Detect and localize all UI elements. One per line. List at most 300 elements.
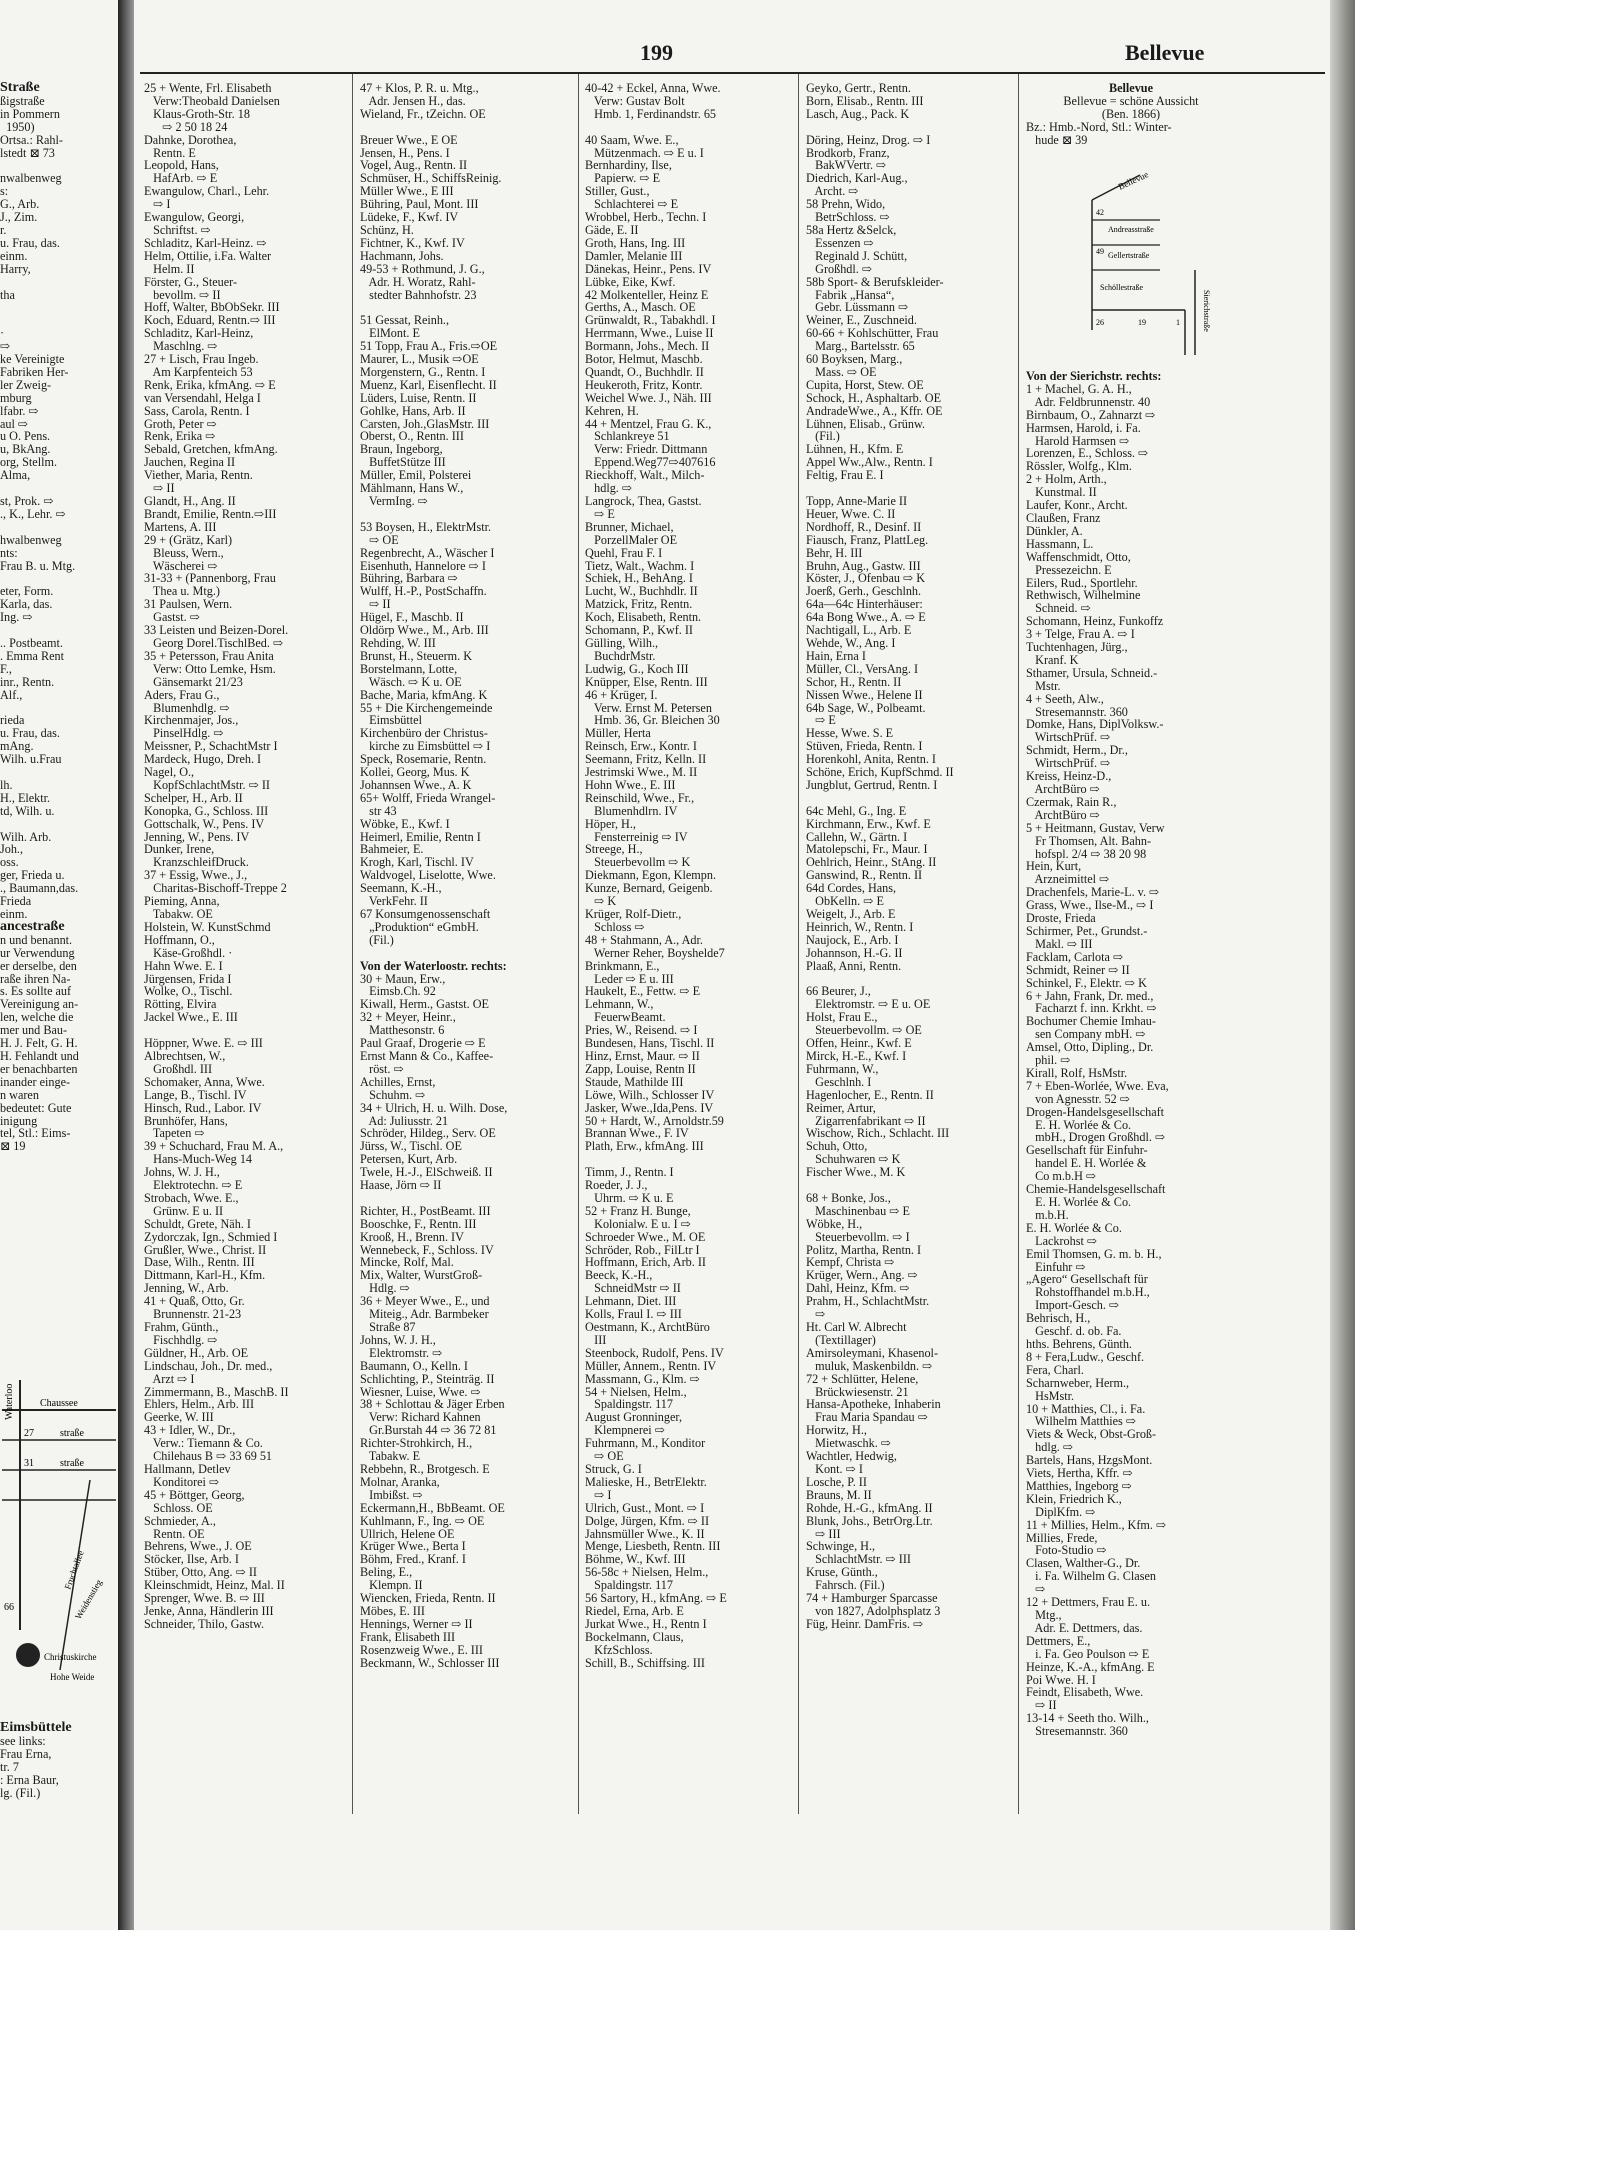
directory-line: Kont. ⇨ I [806, 1461, 863, 1476]
directory-line: : Erna Baur, [0, 1772, 59, 1787]
directory-line: Konopka, G., Schloss. III [144, 803, 269, 818]
directory-line: SchlachtMstr. ⇨ III [806, 1552, 911, 1567]
directory-line: 48 + Stahmann, A., Adr. [585, 932, 703, 947]
directory-line: Speck, Rosemarie, Rentn. [360, 752, 487, 767]
directory-line: . Emma Rent [0, 648, 64, 663]
directory-line: Bruhn, Aug., Gastw. III [806, 558, 921, 573]
directory-line: Groth, Hans, Ing. III [585, 235, 686, 250]
directory-line: 12 + Dettmers, Frau E. u. [1026, 1595, 1150, 1610]
directory-line: 64c Mehl, G., Ing. E [806, 803, 907, 818]
directory-line: Born, Elisab., Rentn. III [806, 93, 924, 108]
directory-line: Stöcker, Ilse, Arb. I [144, 1552, 239, 1567]
directory-line: Werner Reher, Boyshelde7 [585, 945, 725, 960]
directory-line: Brunst, H., Steuerm. K [360, 648, 473, 663]
directory-line: Schloss. OE [144, 1500, 213, 1515]
directory-line: Brauns, M. II [806, 1487, 872, 1502]
directory-line: Bache, Maria, kfmAng. K [360, 687, 488, 702]
directory-line: 33 Leisten und Beizen-Dorel. [144, 623, 289, 638]
directory-line: Hansa-Apotheke, Inhaberin [806, 1397, 941, 1412]
directory-line: 44 + Mentzel, Frau G. K., [585, 416, 712, 431]
directory-line: ke Vereinigte [0, 352, 65, 367]
directory-line: bevollm. ⇨ II [144, 287, 221, 302]
directory-line: Langrock, Thea, Gastst. [585, 494, 702, 508]
directory-line: VermIng. ⇨ [360, 494, 428, 508]
map-label-schoellestrasse: Schöllestraße [1100, 283, 1144, 292]
directory-line: Bormann, Johs., Mech. II [585, 339, 710, 354]
directory-line: 60 Boyksen, Marg., [806, 352, 903, 367]
directory-line: 31 Paulsen, Wern. [144, 597, 233, 612]
directory-line: Bundesen, Hans, Tischl. II [585, 1036, 715, 1051]
directory-line: Helm, Ottilie, i.Fa. Walter [144, 248, 272, 263]
directory-line: n waren [0, 1087, 39, 1102]
directory-line: Kunstmal. II [1026, 485, 1097, 500]
directory-line: Rieckhoff, Walt., Milch- [585, 468, 705, 483]
directory-line: BakWVertr. ⇨ [806, 158, 887, 173]
directory-line: Steuerbevollm. ⇨ I [806, 1229, 910, 1244]
directory-line: Schirmer, Pet., Grundst.- [1026, 923, 1148, 938]
directory-line: Muenz, Karl, Eisenflecht. II [360, 377, 497, 392]
directory-line: Elektromstr. ⇨ [360, 1345, 443, 1360]
directory-line: Wolke, O., Tischl. [144, 984, 233, 999]
directory-line: Emil Thomsen, G. m. b. H., [1026, 1246, 1162, 1261]
directory-line: Rehding, W. III [360, 635, 436, 650]
directory-line: 58a Hertz &Selck, [806, 222, 897, 237]
directory-line: ⇨ I [144, 197, 171, 212]
directory-line: SchneidMstr ⇨ II [585, 1281, 681, 1296]
directory-line: 11 + Millies, Helm., Kfm. ⇨ [1026, 1517, 1167, 1532]
directory-line: ⇨ OE [360, 532, 399, 547]
directory-line: 31-33 + (Pannenborg, Frau [144, 571, 276, 586]
directory-line: Hennings, Werner ⇨ II [360, 1616, 473, 1631]
directory-line: eter, Form. [0, 584, 54, 599]
directory-line: röst. ⇨ [360, 1061, 404, 1076]
directory-line: Wöbke, E., Kwf. I [360, 816, 450, 831]
directory-line: Wachtler, Hedwig, [806, 1449, 897, 1464]
directory-line: Birnbaum, O., Zahnarzt ⇨ [1026, 407, 1156, 422]
directory-line: Plath, Erw., kfmAng. III [585, 1139, 704, 1154]
directory-line: Schwinge, H., [806, 1539, 876, 1554]
directory-line: Fuhrmann, M., Konditor [585, 1436, 706, 1451]
directory-line: Diekmann, Egon, Klempn. [585, 868, 716, 883]
directory-line: str 43 [360, 803, 397, 818]
directory-line: hdlg. ⇨ [1026, 1440, 1074, 1455]
directory-line: ger, Frieda u. [0, 868, 65, 883]
directory-line: Eppend.Weg77⇨407616 [585, 455, 716, 470]
directory-line: Kruse, Günth., [806, 1565, 878, 1580]
directory-line: Krüger, Rolf-Dietr., [585, 907, 682, 921]
directory-line: Hoffmann, O., [144, 932, 215, 947]
directory-line: Am Karpfenteich 53 [144, 364, 253, 379]
directory-line: Paul Graaf, Drogerie ⇨ E [360, 1036, 486, 1051]
directory-line: Quandt, O., Buchhdlr. II [585, 364, 704, 379]
directory-line: von Agnesstr. 52 ⇨ [1026, 1091, 1130, 1106]
directory-line: Brückwiesenstr. 21 [806, 1384, 909, 1399]
directory-line: 29 + (Grätz, Karl) [144, 532, 233, 547]
directory-line: er benachbarten [0, 1061, 78, 1076]
directory-line: ⇨ K [585, 894, 617, 909]
directory-line: Politz, Martha, Rentn. I [806, 1242, 922, 1257]
directory-line: 46 + Krüger, I. [585, 687, 658, 702]
directory-line: Ludwig, G., Koch III [585, 661, 689, 676]
map-label-strasse-1: straße [60, 1428, 84, 1439]
directory-line: Frau Maria Spandau ⇨ [806, 1410, 928, 1425]
directory-line: J., Zim. [0, 210, 38, 225]
directory-line: Klempnerei ⇨ [585, 1423, 665, 1438]
directory-line: Müller Wwe., E III [360, 184, 454, 199]
directory-line: Löwe, Wilh., Schlosser IV [585, 1087, 715, 1102]
directory-line: Geschf. d. ob. Fa. [1026, 1324, 1122, 1339]
directory-line: WirtschPrüf. ⇨ [1026, 756, 1111, 771]
directory-line: Reginald J. Schütt, [806, 248, 908, 263]
directory-line: Hein, Kurt, [1026, 859, 1082, 874]
directory-line: Chemie-Handelsgesellschaft [1026, 1182, 1166, 1197]
directory-line: Mützenmach. ⇨ E u. I [585, 145, 704, 160]
directory-line: Millies, Frede, [1026, 1530, 1098, 1545]
directory-line: Frau B. u. Mtg. [0, 558, 76, 573]
directory-line: Drachenfels, Marie-L. v. ⇨ [1026, 885, 1160, 900]
directory-line: Callehn, W., Gärtn. I [806, 829, 908, 844]
directory-line: Facharzt f. inn. Krkht. ⇨ [1026, 1001, 1157, 1016]
directory-line: u. Frau, das. [0, 726, 60, 741]
directory-line: Viets, Hertha, Kffr. ⇨ [1026, 1466, 1133, 1481]
directory-line: Lüdeke, F., Kwf. IV [360, 210, 459, 225]
directory-line: Diedrich, Karl-Aug., [806, 171, 908, 186]
directory-line: Dänekas, Heinr., Pens. IV [585, 261, 712, 276]
directory-line: Hoffmann, Erich, Arb. II [585, 1255, 706, 1270]
directory-line: Drogen-Handelsgesellschaft [1026, 1104, 1165, 1119]
directory-line: Amsel, Otto, Dipling., Dr. [1026, 1040, 1154, 1055]
map-label-66: 66 [4, 1602, 14, 1613]
directory-line: BuffetStütze III [360, 455, 446, 470]
directory-line: Zigarrenfabrikant ⇨ II [806, 1113, 926, 1128]
directory-line [0, 818, 116, 831]
directory-line: Martens, A. III [144, 519, 217, 534]
directory-line: Fiausch, Franz, PlattLeg. [806, 532, 929, 547]
directory-line: Hmb. 36, Gr. Bleichen 30 [585, 713, 720, 728]
directory-line [360, 947, 575, 960]
directory-line: 36 + Meyer Wwe., E., und [360, 1294, 490, 1309]
directory-line: Güldner, H., Arb. OE [144, 1345, 249, 1360]
directory-line: ⇨ II [144, 481, 175, 496]
directory-line: Adr. E. Dettmers, das. [1026, 1620, 1143, 1635]
directory-line: einm. [0, 248, 28, 263]
directory-line: Kolls, Fraul I. ⇨ III [585, 1307, 682, 1322]
directory-line [360, 121, 575, 134]
directory-line: Straße [0, 80, 40, 95]
directory-line: hdlg. ⇨ [585, 481, 633, 496]
directory-line: Heinze, K.-A., kfmAng. E [1026, 1659, 1155, 1674]
directory-line: 58b Sport- & Berufskleider- [806, 274, 944, 289]
directory-line: Charitas-Bischoff-Treppe 2 [144, 881, 287, 896]
directory-line: Leder ⇨ E u. III [585, 971, 674, 986]
directory-line: Chilehaus B ⇨ 33 69 51 [144, 1449, 273, 1464]
directory-line [0, 276, 116, 289]
directory-line: Schünz, H. [360, 222, 414, 237]
column-2 [360, 82, 575, 1822]
directory-line: Eisenhuth, Hannelore ⇨ I [360, 558, 486, 573]
directory-line: len, welche die [0, 1010, 74, 1025]
directory-line: ⇨ II [360, 597, 391, 612]
directory-line: Schöne, Erich, KupfSchmd. II [806, 765, 954, 780]
directory-line: Schmidt, Herm., Dr., [1026, 743, 1128, 758]
page-number: 199 [640, 40, 673, 65]
directory-line: Förster, G., Steuer- [144, 274, 238, 289]
directory-line: G., Arb. [0, 197, 40, 212]
directory-line: Oldörp Wwe., M., Arb. III [360, 623, 489, 638]
directory-line: Müller, Herta [585, 726, 651, 741]
directory-line: Harry, [0, 261, 31, 276]
directory-line: 25 + Wente, Frl. Elisabeth [144, 81, 272, 95]
directory-line: 51 Topp, Frau A., Fris.⇨OE [360, 339, 498, 354]
directory-line: inigung [0, 1113, 38, 1128]
directory-line: Oehlrich, Heinr., StAng. II [806, 855, 937, 870]
directory-line: Hügel, F., Maschb. II [360, 610, 464, 625]
directory-line: Koch, Elisabeth, Rentn. [585, 610, 702, 625]
map-label-sierichstrasse: Sierichstraße [1202, 290, 1211, 332]
directory-line: rieda [0, 713, 25, 728]
directory-line: Lucht, W., Buchhdlr. II [585, 584, 698, 599]
directory-line: Brodkorb, Franz, [806, 145, 890, 160]
directory-line: Hallmann, Detlev [144, 1461, 231, 1476]
running-head: Bellevue [1125, 40, 1205, 65]
directory-line: Kollei, Georg, Mus. K [360, 765, 470, 780]
directory-line: ancestraße [0, 918, 65, 934]
directory-line: 8 + Fera,Ludw., Geschf. [1026, 1349, 1145, 1364]
directory-line: Wäscherei ⇨ [144, 558, 218, 573]
directory-line: nts: [0, 545, 18, 560]
directory-line: Klempn. II [360, 1578, 423, 1593]
map-label-christuskirche: Christuskirche [44, 1652, 97, 1662]
directory-line: ⇨ E [806, 713, 836, 728]
directory-line: Jenning, W., Pens. IV [144, 829, 250, 844]
directory-line: ElMont. E [360, 326, 420, 341]
directory-line: Waldvogel, Liselotte, Wwe. [360, 868, 496, 883]
directory-line: Ulrich, Gust., Mont. ⇨ I [585, 1500, 705, 1515]
directory-line: Lehmann, W., [585, 997, 654, 1012]
directory-line: Schomaker, Anna, Wwe. [144, 1074, 265, 1089]
directory-line: Lehmann, Diet. III [585, 1294, 677, 1309]
directory-line: Botor, Helmut, Maschb. [585, 352, 703, 367]
directory-line: Ht. Carl W. Albrecht [806, 1320, 907, 1334]
directory-line: Plaaß, Anni, Rentn. [806, 958, 902, 973]
directory-line: Oestmann, K., ArchtBüro [585, 1320, 710, 1334]
column-5 [1026, 370, 1241, 1820]
directory-line: Rohde, H.-G., kfmAng. II [806, 1500, 933, 1515]
directory-line: Kirchmann, Erw., Kwf. E [806, 816, 931, 831]
directory-line: Wiesner, Luise, Wwe. ⇨ [360, 1384, 481, 1399]
left-page-fragment [0, 82, 116, 1372]
directory-line: Brandt, Emilie, Rentn.⇨III [144, 506, 277, 521]
directory-line: Appel Ww.,Alw., Rentn. I [806, 455, 933, 470]
directory-line: Gr.Burstah 44 ⇨ 36 72 81 [360, 1423, 497, 1438]
directory-line: Hahn Wwe. E. I [144, 958, 223, 973]
map-label-1: 1 [1176, 318, 1180, 327]
directory-line: 5 + Heitmann, Gustav, Verw [1026, 820, 1165, 835]
directory-line [806, 121, 1016, 134]
directory-line: Bühring, Paul, Mont. III [360, 197, 479, 212]
directory-line: Frau Erna, [0, 1746, 52, 1761]
directory-line: Albrechtsen, W., [144, 1048, 226, 1063]
directory-line: Schill, B., Schiffsing. III [585, 1655, 705, 1670]
directory-line: Mix, Walter, WurstGroß- [360, 1268, 483, 1283]
directory-line: Eimsb.Ch. 92 [360, 984, 436, 999]
map-label-chaussee: Chaussee [40, 1398, 78, 1409]
directory-line: Elektromstr. ⇨ E u. OE [806, 997, 931, 1012]
directory-line: Oberst, O., Rentn. III [360, 429, 464, 444]
column-3 [585, 82, 795, 1822]
directory-line: Marg., Bartelsstr. 65 [806, 339, 915, 354]
directory-line: s. Es sollte auf [0, 984, 72, 999]
directory-line: org, Stellm. [0, 455, 57, 470]
directory-line: F., [0, 661, 12, 676]
directory-line: Bellevue [1108, 81, 1153, 95]
directory-line: Schuh, Otto, [806, 1139, 868, 1154]
directory-line: Kehren, H. [585, 403, 639, 418]
directory-line: ObKelln. ⇨ E [806, 894, 884, 909]
directory-line: Horwitz, H., [806, 1423, 867, 1438]
directory-line: Weiner, E., Zuschneid. [806, 313, 917, 328]
directory-line: Hassmann, L. [1026, 536, 1094, 551]
directory-line: Jauchen, Regina II [144, 455, 236, 470]
directory-line: Mstr. [1026, 678, 1061, 693]
directory-line: Adr. H. Woratz, Rahl- [360, 274, 476, 289]
directory-line: 67 Konsumgenossenschaft [360, 907, 491, 921]
directory-line: 40 Saam, Wwe. E., [585, 132, 679, 147]
directory-line: Facklam, Carlota ⇨ [1026, 949, 1124, 964]
directory-line: Bartels, Hans, HzgsMont. [1026, 1453, 1153, 1468]
directory-line: 2 + Holm, Arth., [1026, 472, 1107, 487]
directory-line: Johns, W. J. H., [360, 1332, 436, 1347]
directory-line: Offen, Heinr., Kwf. E [806, 1036, 912, 1051]
directory-line: Steuerbevollm. ⇨ OE [806, 1023, 922, 1038]
directory-line: Haase, Jörn ⇨ II [360, 1178, 442, 1193]
directory-line: Wilh. u.Frau [0, 752, 62, 767]
directory-line: Schuhm. ⇨ [360, 1087, 426, 1102]
directory-line: Verw. Ernst M. Petersen [585, 700, 712, 715]
directory-line: Fuhrmann, W., [806, 1061, 879, 1076]
map-label-hohe-weide: Hohe Weide [50, 1672, 95, 1682]
directory-line: Mass. ⇨ OE [806, 364, 877, 379]
directory-line: Wäsch. ⇨ K u. OE [360, 674, 462, 689]
directory-line: Eckermann,H., BbBeamt. OE [360, 1500, 505, 1515]
directory-line: Karla, das. [0, 597, 53, 612]
directory-line: Hmb. 1, Ferdinandstr. 65 [585, 106, 717, 121]
directory-line: Borstelmann, Lotte, [360, 661, 458, 676]
directory-line: 37 + Essig, Wwe., J., [144, 868, 248, 883]
directory-line: Bahmeier, E. [360, 842, 424, 857]
directory-line: 1 + Machel, G. A. H., [1026, 381, 1132, 396]
directory-line: Weigelt, J., Arb. E [806, 907, 896, 921]
directory-line: Heuer, Wwe. C. II [806, 506, 896, 521]
directory-line: Frahm, Günth., [144, 1320, 219, 1334]
directory-line: 52 + Franz H. Bunge, [585, 1203, 691, 1218]
directory-line: Uhrm. ⇨ K u. E [585, 1190, 674, 1205]
directory-line: HafArb. ⇨ E [144, 171, 218, 186]
directory-line: Verw:Theobald Danielsen [144, 93, 280, 108]
directory-line: Böhm, Fred., Kranf. I [360, 1552, 466, 1567]
directory-line: Schlachterei ⇨ E [585, 197, 679, 212]
directory-line [0, 521, 116, 534]
directory-line: tr. 7 [0, 1759, 19, 1774]
directory-line: Molnar, Aranka, [360, 1474, 440, 1489]
directory-line: FeuerwBeamt. [585, 1010, 666, 1025]
directory-line: 68 + Bonke, Jos., [806, 1190, 891, 1205]
directory-line: Stüber, Otto, Ang. ⇨ II [144, 1565, 257, 1580]
directory-line: Staude, Mathilde III [585, 1074, 684, 1089]
directory-line: Schuldt, Grete, Näh. I [144, 1216, 251, 1231]
directory-line: H. Fehlandt und [0, 1048, 79, 1063]
directory-line [360, 1192, 575, 1205]
directory-line: 56 Sartory, H., kfmAng. ⇨ E [585, 1591, 727, 1606]
directory-line: Tabakw. OE [144, 907, 213, 921]
directory-line: Hohn Wwe., E. III [585, 777, 676, 792]
map-label-42: 42 [1096, 208, 1104, 217]
directory-line: Fabriken Her- [0, 364, 69, 379]
directory-line: inander einge- [0, 1074, 71, 1089]
directory-line: Topp, Anne-Marie II [806, 494, 908, 508]
directory-line: hths. Behrens, Günth. [1026, 1336, 1132, 1351]
directory-line: nwalbenweg [0, 171, 62, 186]
directory-line: Schor, H., Rentn. II [806, 674, 902, 689]
directory-line: Reinschild, Wwe., Fr., [585, 790, 695, 805]
directory-line: Geyko, Gertr., Rentn. [806, 81, 911, 95]
directory-line: Nagel, O., [144, 765, 195, 780]
directory-line: Dittmann, Karl-H., Kfm. [144, 1268, 266, 1283]
directory-line: Leopold, Hans, [144, 158, 219, 173]
directory-line: Jackel Wwe., E. III [144, 1010, 238, 1025]
directory-line: Gerths, A., Masch. OE [585, 300, 696, 315]
directory-line: Möbes, E. III [360, 1603, 425, 1618]
directory-line: Wrobbel, Herb., Techn. I [585, 210, 707, 225]
directory-line: Waffenschmidt, Otto, [1026, 549, 1131, 564]
directory-line: Johns, W. J. H., [144, 1165, 220, 1180]
directory-line: Imbißst. ⇨ [360, 1487, 423, 1502]
directory-line: Beeck, K.-H., [585, 1268, 653, 1283]
directory-line: 53 Boysen, H., ElektrMstr. [360, 519, 492, 534]
directory-line: KranzschleifDruck. [144, 855, 249, 870]
map-label-waterloo: Waterloo [4, 1383, 15, 1420]
directory-line: 74 + Hamburger Sparcasse [806, 1591, 938, 1606]
directory-line: mbH., Drogen Großhdl. ⇨ [1026, 1130, 1166, 1145]
directory-line: Zimmermann, B., MaschB. II [144, 1384, 289, 1399]
directory-line: Dettmers, E., [1026, 1633, 1091, 1648]
directory-line: „Agero“ Gesellschaft für [1026, 1272, 1148, 1287]
directory-line: ler Zweig- [0, 377, 52, 392]
directory-line: Mtg., [1026, 1608, 1062, 1622]
directory-line: Cupita, Horst, Stew. OE [806, 377, 924, 392]
directory-line: Johannsen Wwe., A. K [360, 777, 472, 792]
directory-line: hude ⊠ 39 [1026, 132, 1088, 147]
directory-line: 34 + Ulrich, H. u. Wilh. Dose, [360, 1100, 508, 1115]
directory-line: van Versendahl, Helga I [144, 390, 261, 405]
directory-line: Baumann, O., Kelln. I [360, 1358, 468, 1373]
directory-line: Mincke, Rolf, Mal. [360, 1255, 454, 1270]
directory-line: td, Wilh. u. [0, 803, 55, 818]
directory-line: Losche, P. II [806, 1474, 867, 1489]
directory-line: hwalbenweg [0, 532, 62, 547]
directory-line: i. Fa. Geo Poulson ⇨ E [1026, 1646, 1150, 1661]
directory-line: Verw: Gustav Bolt [585, 93, 685, 108]
directory-line: Hesse, Wwe. S. E [806, 726, 894, 741]
directory-line: Eilers, Rud., Sportlehr. [1026, 575, 1138, 590]
directory-line: Dünkler, A. [1026, 523, 1083, 538]
directory-line: 72 + Schlütter, Helene, [806, 1371, 919, 1386]
directory-line: Schneid. ⇨ [1026, 601, 1091, 616]
map-label-weidenstieg: Weidenstieg [73, 1577, 104, 1621]
directory-line: H. J. Felt, G. H. [0, 1036, 78, 1051]
directory-line: Brunhöfer, Hans, [144, 1113, 228, 1128]
directory-line: Haukelt, E., Fettw. ⇨ E [585, 984, 701, 999]
